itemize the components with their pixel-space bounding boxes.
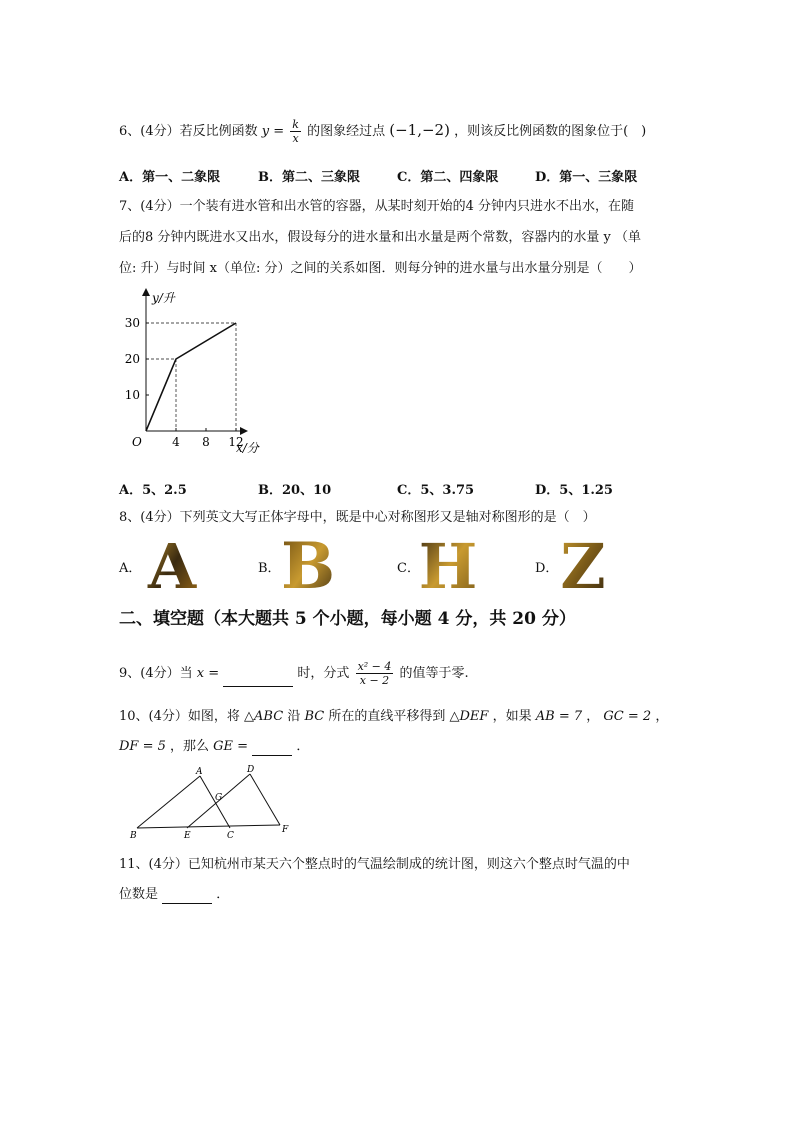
label-e: E <box>184 831 191 840</box>
question-8: 8、(4分）下列英文大写正体字母中，既是中心对称图形又是轴对称图形的是（ ） <box>119 510 596 525</box>
origin-label: O <box>132 435 142 449</box>
q9-suffix: 的值等于零. <box>399 666 469 681</box>
q6-option-d[interactable]: D．第一、三象限 <box>535 170 638 185</box>
label-d: D <box>247 765 255 775</box>
label-a: A <box>196 767 203 777</box>
q9-fraction-numerator: x² − 4 <box>357 660 392 673</box>
q8-letter-b-image <box>280 534 336 592</box>
section-2-title: 二、填空题（本大题共 5 个小题，每小题 4 分，共 20 分） <box>119 609 576 629</box>
q10-end: ． <box>296 739 310 754</box>
q6-option-c[interactable]: C．第二、四象限 <box>397 170 499 185</box>
q10-ge: GE = <box>213 739 249 754</box>
q8-option-d-label[interactable]: D． <box>535 561 559 576</box>
q10-prefix: 10、(4分）如图，将 <box>119 709 240 724</box>
q10-df-value: DF = 5 <box>119 739 166 754</box>
q7-option-d[interactable]: D．5、1.25 <box>535 483 613 498</box>
q7-line-chart <box>112 288 282 460</box>
q9-variable: x = <box>196 666 220 681</box>
q8-letter-h: H <box>418 536 478 592</box>
q7-option-a[interactable]: A．5、2.5 <box>119 483 187 498</box>
q10-if: ，如果 <box>492 709 532 724</box>
q10-line-2 <box>119 738 309 756</box>
q10-segment-bc: BC <box>304 709 325 724</box>
q10-line-1: 10、(4分）如图，将 △ABC 沿 BC 所在的直线平移得到 △DEF ，如果 AB = 7 ， GC = 2 ， <box>119 709 669 724</box>
q10-mid: 所在的直线平移得到 <box>328 709 446 724</box>
y-axis-label: y/升 <box>152 291 175 305</box>
q8-option-c-label[interactable]: C． <box>397 561 420 576</box>
y-tick-label: 30 <box>124 316 140 330</box>
q11-prefix: 位数是 <box>119 887 159 902</box>
question-9 <box>119 660 469 687</box>
q9-fraction <box>356 660 394 687</box>
q10-triangle-diagram <box>126 762 298 840</box>
q10-triangle-def: △DEF <box>449 709 489 724</box>
q7-line-2: 后的8 分钟内既进水又出水，假设每分的进水量和出水量是两个常数，容器内的水量 y （单 <box>119 230 642 245</box>
q8-letter-b: B <box>280 534 336 592</box>
q10-gc-value: GC = 2 <box>603 709 652 724</box>
q10-triangle-abc: △ABC <box>244 709 284 724</box>
q6-suffix: ，则该反比例函数的图象位于( ) <box>454 124 647 139</box>
q6-mid: 的图象经过点 <box>307 124 386 139</box>
q8-option-a-label[interactable]: A． <box>119 561 142 576</box>
q7-line-1: 7、(4分）一个装有进水管和出水管的容器，从某时刻开始的4 分钟内只进水不出水，在随 <box>119 199 635 214</box>
q8-letter-z: Z <box>560 536 606 592</box>
q7-line-3: 位: 升）与时间 x（单位: 分）之间的关系如图．则每分钟的进水量与出水量分别是（ ） <box>119 261 642 276</box>
q9-fraction-denominator: x − 2 <box>356 673 394 687</box>
label-c: C <box>227 831 234 840</box>
q10-answer-blank[interactable] <box>252 741 292 756</box>
x-axis-label: x/分 <box>236 441 259 455</box>
q7-option-b[interactable]: B．20、10 <box>258 483 332 498</box>
q8-letter-z-image <box>556 536 610 592</box>
x-tick-label: 8 <box>202 435 210 449</box>
q11-answer-blank[interactable] <box>162 889 212 904</box>
q8-letter-a: A <box>147 536 197 592</box>
q9-prefix: 9、(4分）当 <box>119 666 193 681</box>
q10-then: ，那么 <box>170 739 210 754</box>
q7-option-c[interactable]: C．5、3.75 <box>397 483 475 498</box>
q6-function-lhs: y = <box>261 124 285 139</box>
q8-letter-h-image <box>418 536 478 592</box>
q10-along: 沿 <box>287 709 301 724</box>
q6-fraction <box>290 118 301 145</box>
y-tick-label: 10 <box>124 388 140 402</box>
q6-option-a[interactable]: A．第一、二象限 <box>119 170 221 185</box>
label-g: G <box>215 793 223 803</box>
q6-point: (−1,−2) <box>389 121 450 139</box>
q6-fraction-denominator: x <box>290 131 301 145</box>
q11-line-1: 11、(4分）已知杭州市某天六个整点时的气温绘制成的统计图，则这六个整点时气温的中 <box>119 857 630 872</box>
q11-end: ． <box>216 887 230 902</box>
q9-mid: 时，分式 <box>297 666 350 681</box>
x-tick-label: 4 <box>172 435 180 449</box>
label-f: F <box>282 825 289 835</box>
series-line <box>146 323 236 431</box>
q6-prefix: 6、(4分）若反比例函数 <box>119 124 258 139</box>
q8-option-b-label[interactable]: B． <box>258 561 281 576</box>
q9-answer-blank[interactable] <box>223 672 293 687</box>
label-b: B <box>130 831 137 840</box>
q6-fraction-numerator: k <box>292 118 299 131</box>
question-6 <box>119 118 646 145</box>
q6-option-b[interactable]: B．第二、三象限 <box>258 170 360 185</box>
x-tick-label: 12 <box>228 435 244 449</box>
y-tick-label: 20 <box>124 352 140 366</box>
q10-ab-value: AB = 7 <box>535 709 583 724</box>
q8-letter-a-image <box>142 536 202 592</box>
q11-line-2 <box>119 886 229 904</box>
